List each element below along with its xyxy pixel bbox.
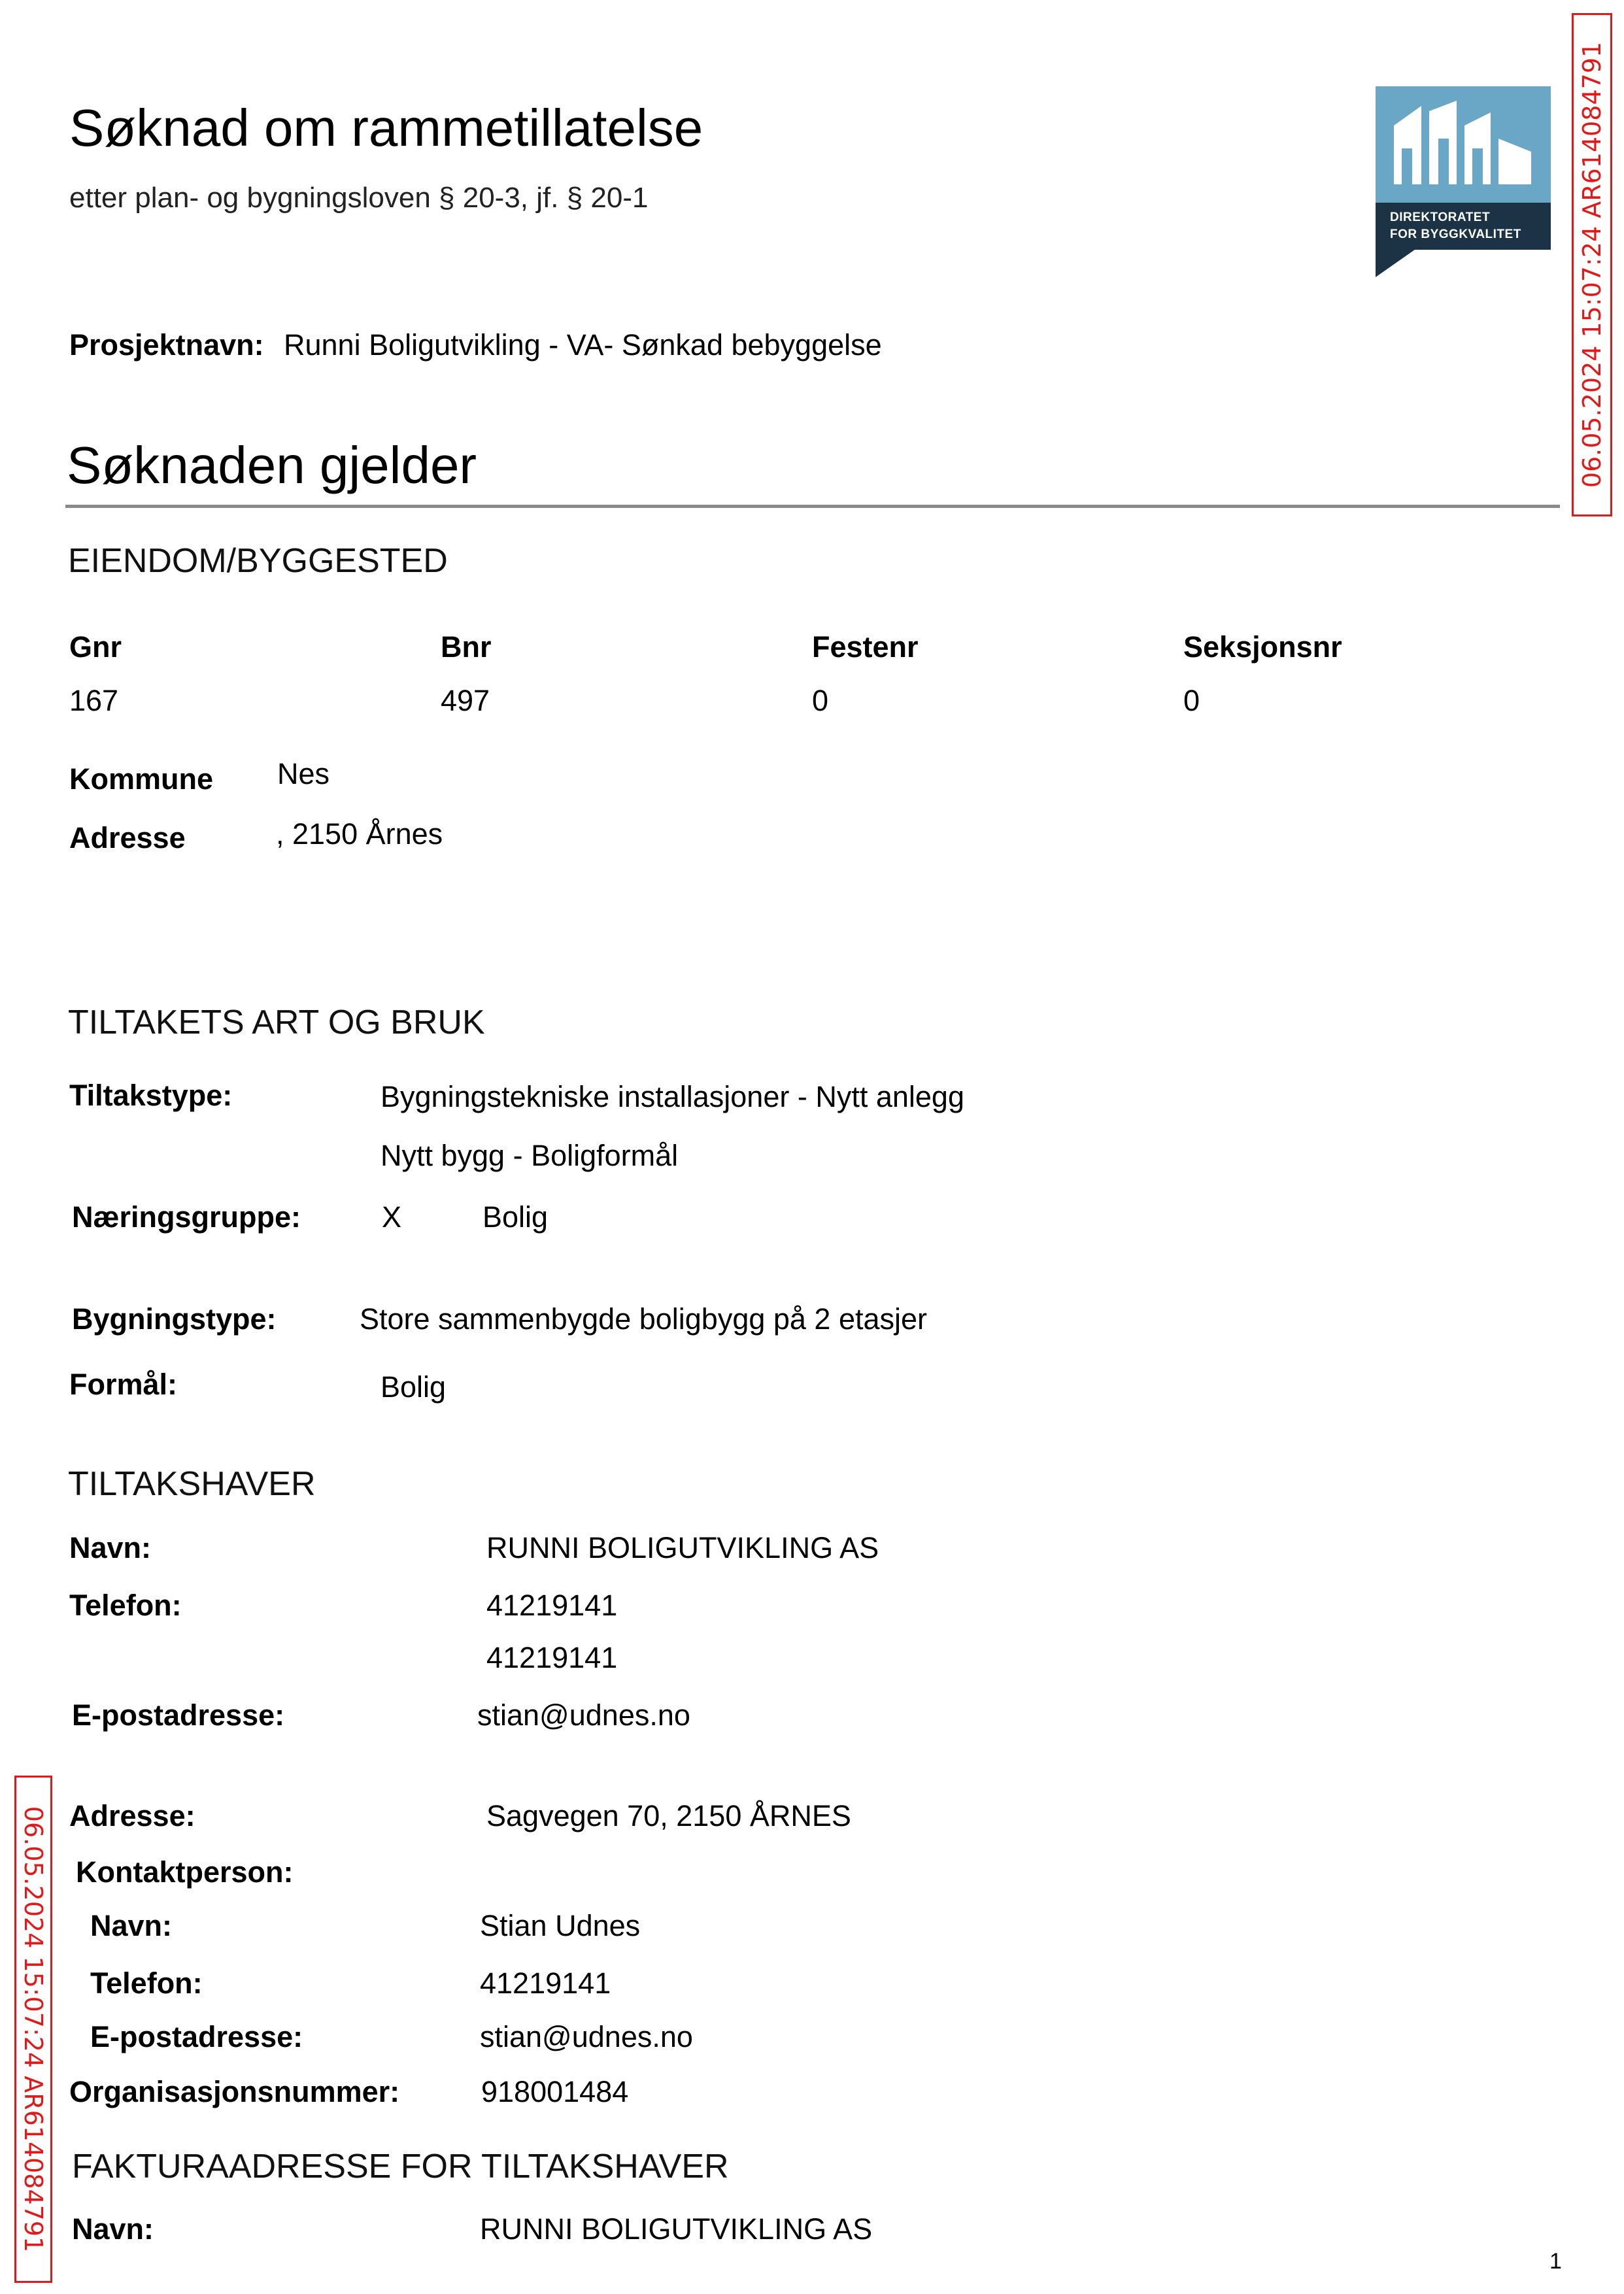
orgnr-label: Organisasjonsnummer:	[69, 2075, 400, 2108]
tiltakshaver-telefon-value-1: 41219141	[486, 1589, 618, 1622]
section-title: Søknaden gjelder	[67, 436, 477, 494]
gnr-label: Gnr	[69, 630, 122, 664]
seksjonsnr-label: Seksjonsnr	[1183, 630, 1342, 664]
bygningstype-label: Bygningstype:	[72, 1302, 277, 1336]
tiltakstype-value-1: Bygningstekniske installasjoner - Nytt anlegg	[381, 1080, 964, 1113]
kontakt-navn-value: Stian Udnes	[480, 1909, 641, 1942]
document-title: Søknad om rammetillatelse	[69, 99, 703, 157]
bygningstype-value: Store sammenbygde boligbygg på 2 etasjer	[360, 1302, 928, 1336]
naeringsgruppe-value: Bolig	[482, 1200, 549, 1234]
faktura-heading: FAKTURAADRESSE FOR TILTAKSHAVER	[72, 2148, 729, 2185]
gnr-value: 167	[69, 684, 119, 717]
page-number: 1	[1549, 2249, 1562, 2274]
eiendom-heading: EIENDOM/BYGGESTED	[68, 542, 448, 580]
tiltakshaver-adresse-label: Adresse:	[69, 1799, 195, 1832]
tiltakstype-label: Tiltakstype:	[69, 1079, 233, 1112]
tiltakshaver-heading: TILTAKSHAVER	[68, 1465, 316, 1503]
festenr-value: 0	[812, 684, 829, 717]
dibk-logo	[1376, 86, 1551, 277]
kontaktperson-label: Kontaktperson:	[76, 1855, 294, 1889]
tiltakstype-value-2: Nytt bygg - Boligformål	[381, 1139, 679, 1172]
logo-text-line1: DIREKTORATET	[1390, 211, 1491, 224]
tiltakshaver-navn-value: RUNNI BOLIGUTVIKLING AS	[486, 1531, 879, 1564]
faktura-navn-label: Navn:	[72, 2212, 154, 2246]
kontakt-epost-value: stian@udnes.no	[480, 2020, 693, 2053]
tiltakshaver-telefon-value-2: 41219141	[486, 1641, 618, 1674]
tiltakshaver-telefon-label: Telefon:	[69, 1589, 182, 1622]
seksjonsnr-value: 0	[1183, 684, 1200, 717]
project-value: Runni Boligutvikling - VA- Sønkad bebyggelse	[284, 328, 882, 362]
naeringsgruppe-label: Næringsgruppe:	[72, 1200, 301, 1234]
section-divider	[65, 505, 1560, 508]
adresse-value: , 2150 Årnes	[276, 817, 443, 851]
kontakt-telefon-value: 41219141	[480, 1966, 611, 2000]
tiltakshaver-navn-label: Navn:	[69, 1531, 152, 1564]
formal-value: Bolig	[381, 1370, 447, 1404]
bnr-value: 497	[441, 684, 490, 717]
archive-stamp-bottom: 06.05.2024 15:07:24 AR614084791	[14, 1776, 52, 2283]
kontakt-epost-label: E-postadresse:	[90, 2020, 303, 2053]
adresse-label: Adresse	[69, 821, 186, 854]
kontakt-telefon-label: Telefon:	[90, 1966, 203, 2000]
tiltak-heading: TILTAKETS ART OG BRUK	[68, 1004, 485, 1041]
formal-label: Formål:	[69, 1368, 178, 1401]
archive-stamp-top: 06.05.2024 15:07:24 AR614084791	[1572, 13, 1612, 516]
logo-building-icon	[1376, 86, 1551, 203]
project-label: Prosjektnavn:	[69, 328, 264, 362]
faktura-navn-value: RUNNI BOLIGUTVIKLING AS	[480, 2212, 873, 2246]
tiltakshaver-epost-value: stian@udnes.no	[477, 1698, 690, 1732]
tiltakshaver-epost-label: E-postadresse:	[72, 1698, 285, 1732]
logo-text-line2: FOR BYGGKVALITET	[1390, 228, 1521, 241]
naeringsgruppe-code: X	[382, 1200, 402, 1234]
kontakt-navn-label: Navn:	[90, 1909, 173, 1942]
kommune-value: Nes	[277, 757, 330, 790]
kommune-label: Kommune	[69, 762, 214, 796]
tiltakshaver-adresse-value: Sagvegen 70, 2150 ÅRNES	[486, 1799, 851, 1832]
document-subtitle: etter plan- og bygningsloven § 20-3, jf. § 20-1	[69, 182, 649, 214]
orgnr-value: 918001484	[481, 2075, 629, 2108]
festenr-label: Festenr	[812, 630, 919, 664]
bnr-label: Bnr	[441, 630, 492, 664]
